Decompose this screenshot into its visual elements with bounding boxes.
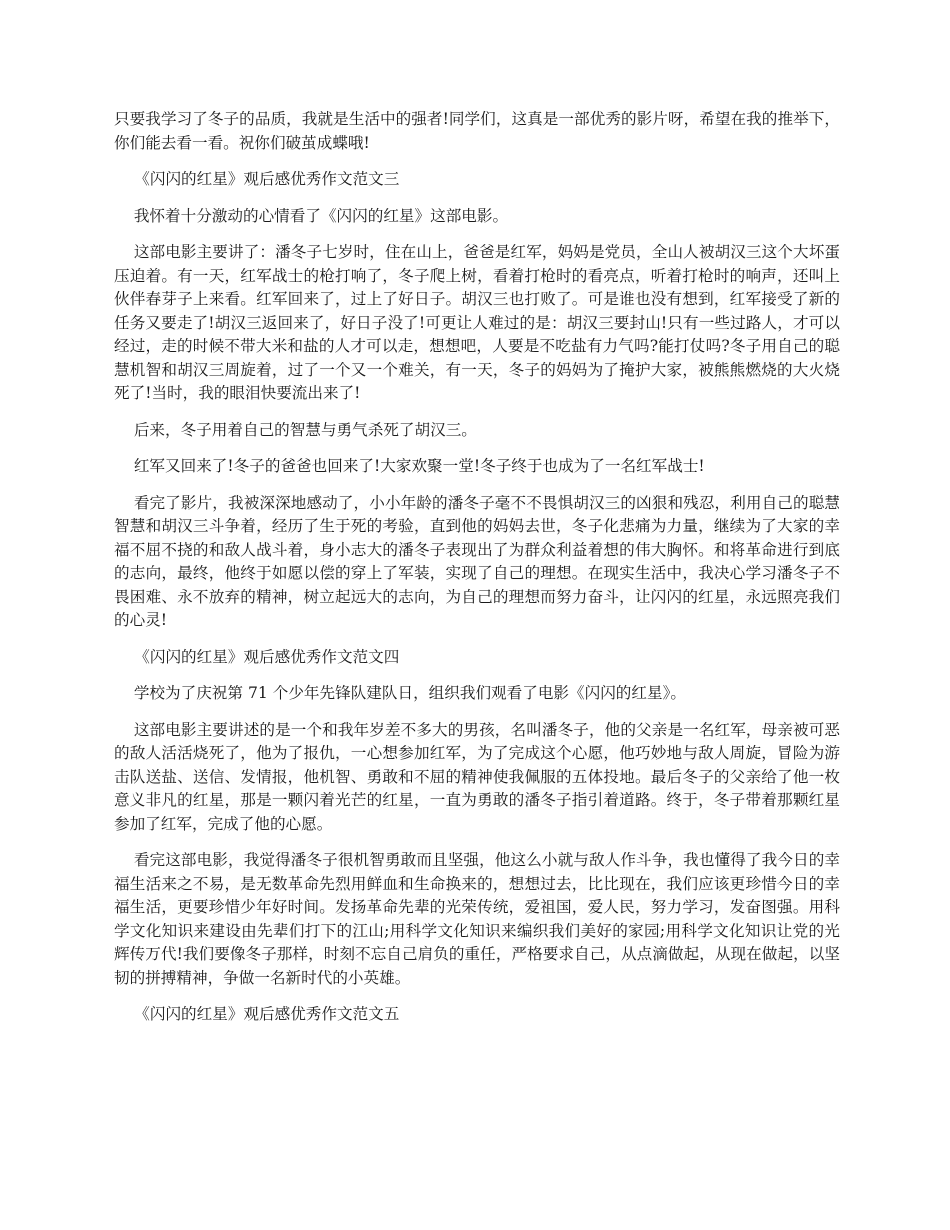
- paragraph: 学校为了庆祝第 71 个少年先锋队建队日，组织我们观看了电影《闪闪的红星》。: [133, 684, 686, 702]
- paragraph: 看完了影片，我被深深地感动了，小小年龄的潘冬子毫不不畏惧胡汉三的凶狠和残忍，利用自己的聪慧智慧和胡汉三斗争着，经历了生于死的考验，直到他的妈妈去世，冬子化悲痛为力量，继续为了大家的幸福不屈不挠的和敌人战斗着，身小志大的潘冬子表现出了为群众利益着想的伟大胸怀。和将革命进行到底的志向，最终，他终于如愿以偿的穿上了军装，实现了自己的理想。在现实生活中，我决心学习潘冬子不畏困难、永不放弃的精神，树立起远大的志向，为自己的理想而努力奋斗，让闪闪的红星，永远照亮我们的心灵!: [114, 493, 840, 629]
- section-heading-5: 《闪闪的红星》观后感优秀作文范文五: [134, 1005, 400, 1023]
- paragraph: 这部电影主要讲述的是一个和我年岁差不多大的男孩，名叫潘冬子，他的父亲是一名红军，母亲被可恶的敌人活活烧死了，他为了报仇，一心想参加红军，为了完成这个心愿，他巧妙地与敌人周旋，冒险为游击队送盐、送信、发情报，他机智、勇敢和不屈的精神使我佩服的五体投地。最后冬子的父亲给了他一枚意义非凡的红星，那是一颗闪着光芒的红星，一直为勇敢的潘冬子指引着道路。终于，冬子带着那颗红星参加了红军，完成了他的心愿。: [114, 720, 840, 833]
- paragraph: 红军又回来了!冬子的爸爸也回来了!大家欢聚一堂!冬子终于也成为了一名红军战士!: [133, 457, 705, 475]
- paragraph: 看完这部电影，我觉得潘冬子很机智勇敢而且坚强，他这么小就与敌人作斗争，我也懂得了我今日的幸福生活来之不易，是无数革命先烈用鲜血和生命换来的，想想过去，比比现在，我们应该更珍惜今日的幸福生活，更要珍惜少年好时间。发扬革命先辈的光荣传统，爱祖国，爱人民，努力学习，发奋图强。用科学文化知识来建设由先辈们打下的江山;用科学文化知识来编织我们美好的家园;用科学文化知识让党的光辉传万代!我们要像冬子那样，时刻不忘自己肩负的重任，严格要求自己，从点滴做起，从现在做起，以坚韧的拼搏精神，争做一名新时代的小英雄。: [114, 851, 840, 987]
- paragraph: 我怀着十分激动的心情看了《闪闪的红星》这部电影。: [133, 206, 509, 225]
- paragraph: 这部电影主要讲了：潘冬子七岁时，住在山上，爸爸是红军，妈妈是党员，全山人被胡汉三这个大坏蛋压迫着。有一天，红军战士的枪打响了，冬子爬上树，看着打枪时的看亮点，听着打枪时的响声，还叫上伙伴春芽子上来看。红军回来了，过上了好日子。胡汉三也打败了。可是谁也没有想到，红军接受了新的任务又要走了!胡汉三返回来了，好日子没了!可更让人难过的是：胡汉三要封山!只有一些过路人，才可以经过，走的时候不带大米和盐的人才可以走，想想吧，人要是不吃盐有力气吗?能打仗吗?冬子用自己的聪慧机智和胡汉三周旋着，过了一个又一个难关，有一天，冬子的妈妈为了掩护大家，被熊熊燃烧的大火烧死了!当时，我的眼泪快要流出来了!: [114, 243, 840, 402]
- section-heading-4: 《闪闪的红星》观后感优秀作文范文四: [134, 647, 400, 666]
- document-body: [114, 108, 840, 1040]
- paragraph-continuation: 只要我学习了冬子的品质，我就是生活中的强者!同学们，这真是一部优秀的影片呀，希望在我的推举下，你们能去看一看。祝你们破茧成蝶哦!: [114, 110, 840, 152]
- section-heading-3: 《闪闪的红星》观后感优秀作文范文三: [134, 170, 400, 188]
- paragraph: 后来，冬子用着自己的智慧与勇气杀死了胡汉三。: [133, 420, 477, 439]
